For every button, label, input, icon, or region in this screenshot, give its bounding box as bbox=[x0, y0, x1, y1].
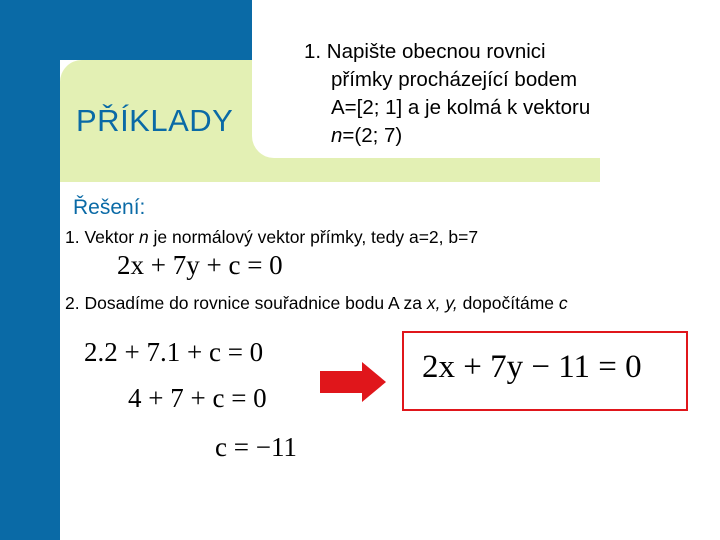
top-decor-block bbox=[0, 0, 252, 60]
right-arrow-icon bbox=[320, 362, 386, 402]
task-line-2: přímky procházející bodem bbox=[331, 68, 578, 91]
step-2-text-a: 2. Dosadíme do rovnice souřadnice bodu A za bbox=[65, 293, 427, 313]
step-2-vars: x, y, bbox=[426, 293, 458, 313]
vector-n: n bbox=[331, 124, 343, 147]
step-1 bbox=[65, 227, 478, 248]
slide-title: PŘÍKLADY bbox=[76, 103, 234, 138]
task-line-1: 1. Napište obecnou rovnici bbox=[304, 40, 546, 63]
task-line-3: A=[2; 1] a je kolmá k vektoru bbox=[331, 96, 591, 119]
solution-label: Řešení: bbox=[73, 196, 146, 219]
equation-general-text: 2x + 7y + c = 0 bbox=[117, 250, 283, 280]
vector-n-value: =(2; 7) bbox=[342, 124, 403, 147]
step-1-text-a: 1. Vektor bbox=[65, 227, 139, 247]
step-2 bbox=[65, 293, 568, 314]
equation-substituted: 2.2 + 7.1 + c = 0 bbox=[84, 337, 264, 367]
step-1-text-b: je normálový vektor přímky, tedy a=2, b=7 bbox=[148, 227, 479, 247]
result-equation: 2x + 7y − 11 = 0 bbox=[422, 349, 642, 385]
equation-c-value: c = −11 bbox=[215, 432, 297, 462]
step-2-text-b: dopočítáme bbox=[457, 293, 559, 313]
task-text bbox=[304, 38, 664, 150]
step-2-var-c: c bbox=[558, 293, 568, 313]
equation-simplified: 4 + 7 + c = 0 bbox=[128, 383, 267, 413]
step-1-var: n bbox=[138, 227, 149, 247]
equation-general bbox=[117, 250, 283, 281]
left-decor-bar bbox=[0, 0, 60, 540]
task-line-4 bbox=[304, 122, 664, 150]
